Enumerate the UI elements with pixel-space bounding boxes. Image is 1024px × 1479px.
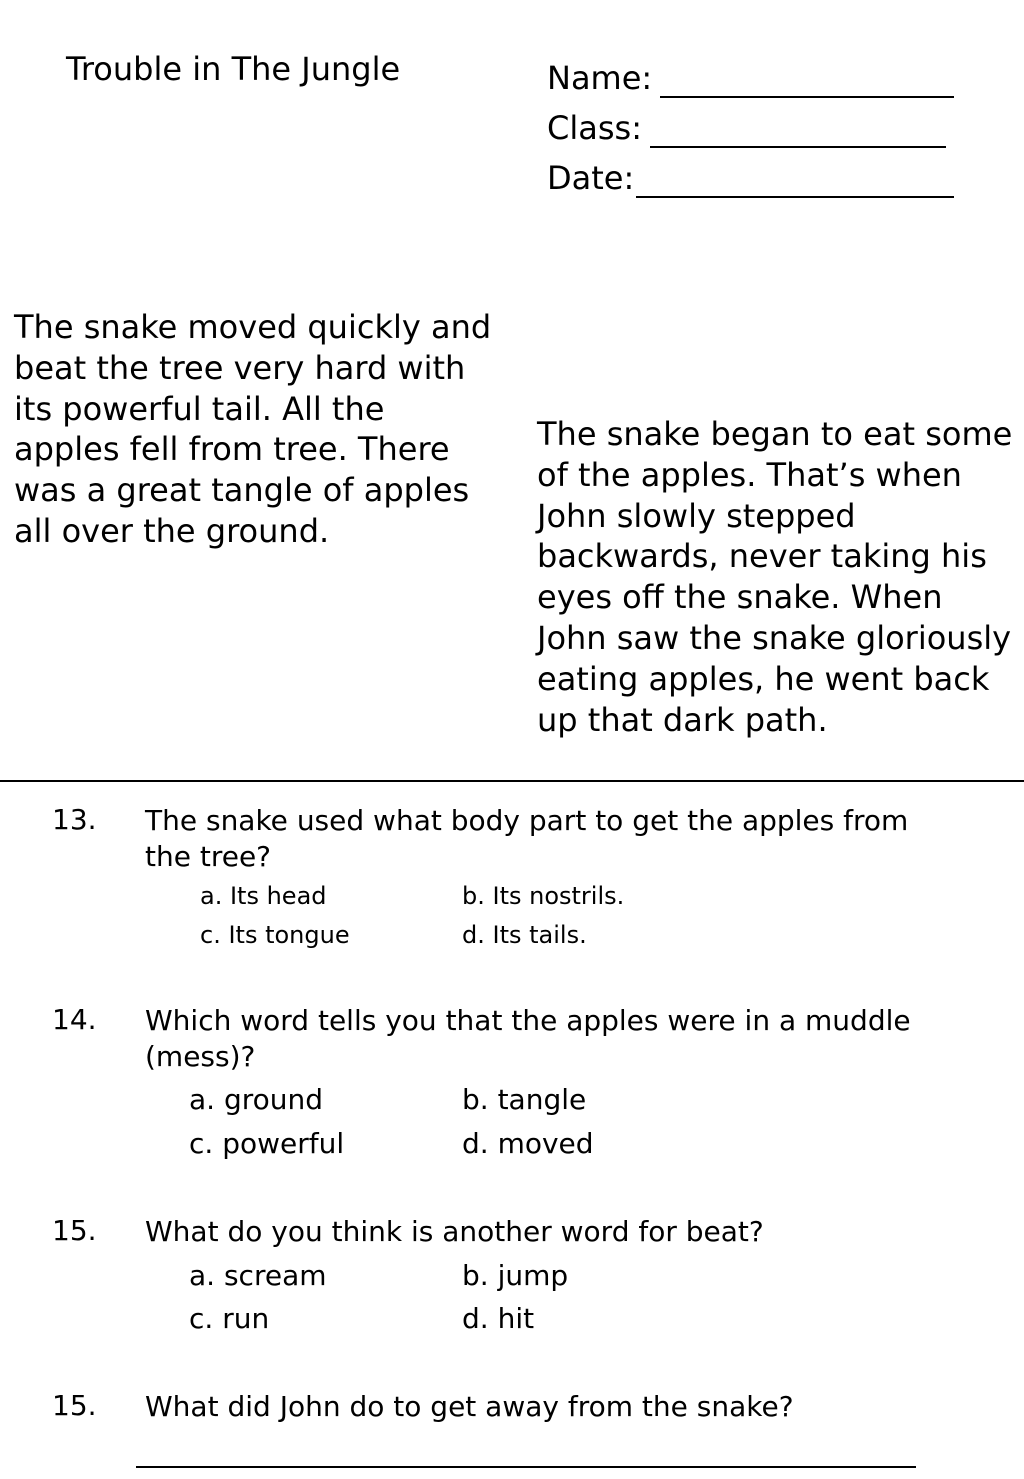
passage-left: The snake moved quickly and beat the tree very hard with its powerful tail. All the apples fell from tree. There was a great tangle of apples all over the ground. <box>14 308 492 550</box>
question-text: What did John do to get away from the snake? <box>145 1390 794 1423</box>
question-text: The snake used what body part to get the apples from the tree? <box>145 804 909 873</box>
name-field[interactable] <box>547 58 954 98</box>
answer-blank-line[interactable] <box>136 1466 916 1468</box>
question-number: 15. <box>52 1214 97 1247</box>
option-c[interactable]: c. powerful <box>189 1127 345 1160</box>
worksheet-title: Trouble in The Jungle <box>66 50 401 88</box>
class-blank-line[interactable] <box>650 120 946 148</box>
date-field[interactable] <box>547 158 954 198</box>
name-blank-line[interactable] <box>660 70 954 98</box>
option-c[interactable]: c. Its tongue <box>200 921 350 949</box>
option-b[interactable]: b. tangle <box>462 1083 587 1116</box>
section-divider <box>0 780 1024 782</box>
option-d[interactable]: d. moved <box>462 1127 594 1160</box>
option-a[interactable]: a. ground <box>189 1083 324 1116</box>
passage-right: The snake began to eat some of the apples. That’s when John slowly stepped backwards, never taking his eyes off the snake. When John saw the snake gloriously eating apples, he went back up that dark path. <box>537 415 1013 739</box>
date-label: Date: <box>547 159 635 197</box>
class-label: Class: <box>547 109 642 147</box>
option-d[interactable]: d. Its tails. <box>462 921 587 949</box>
class-field[interactable] <box>547 108 946 148</box>
option-b[interactable]: b. Its nostrils. <box>462 882 625 910</box>
option-d[interactable]: d. hit <box>462 1302 535 1335</box>
option-a[interactable]: a. Its head <box>200 882 327 910</box>
name-label: Name: <box>547 59 653 97</box>
option-c[interactable]: c. run <box>189 1302 270 1335</box>
question-text: What do you think is another word for beat? <box>145 1215 764 1248</box>
question-text: Which word tells you that the apples were in a muddle (mess)? <box>145 1004 911 1073</box>
option-a[interactable]: a. scream <box>189 1259 327 1292</box>
date-blank-line[interactable] <box>636 170 954 198</box>
option-b[interactable]: b. jump <box>462 1259 569 1292</box>
question-number: 15. <box>52 1389 97 1422</box>
question-number: 14. <box>52 1003 97 1036</box>
question-number: 13. <box>52 803 97 836</box>
